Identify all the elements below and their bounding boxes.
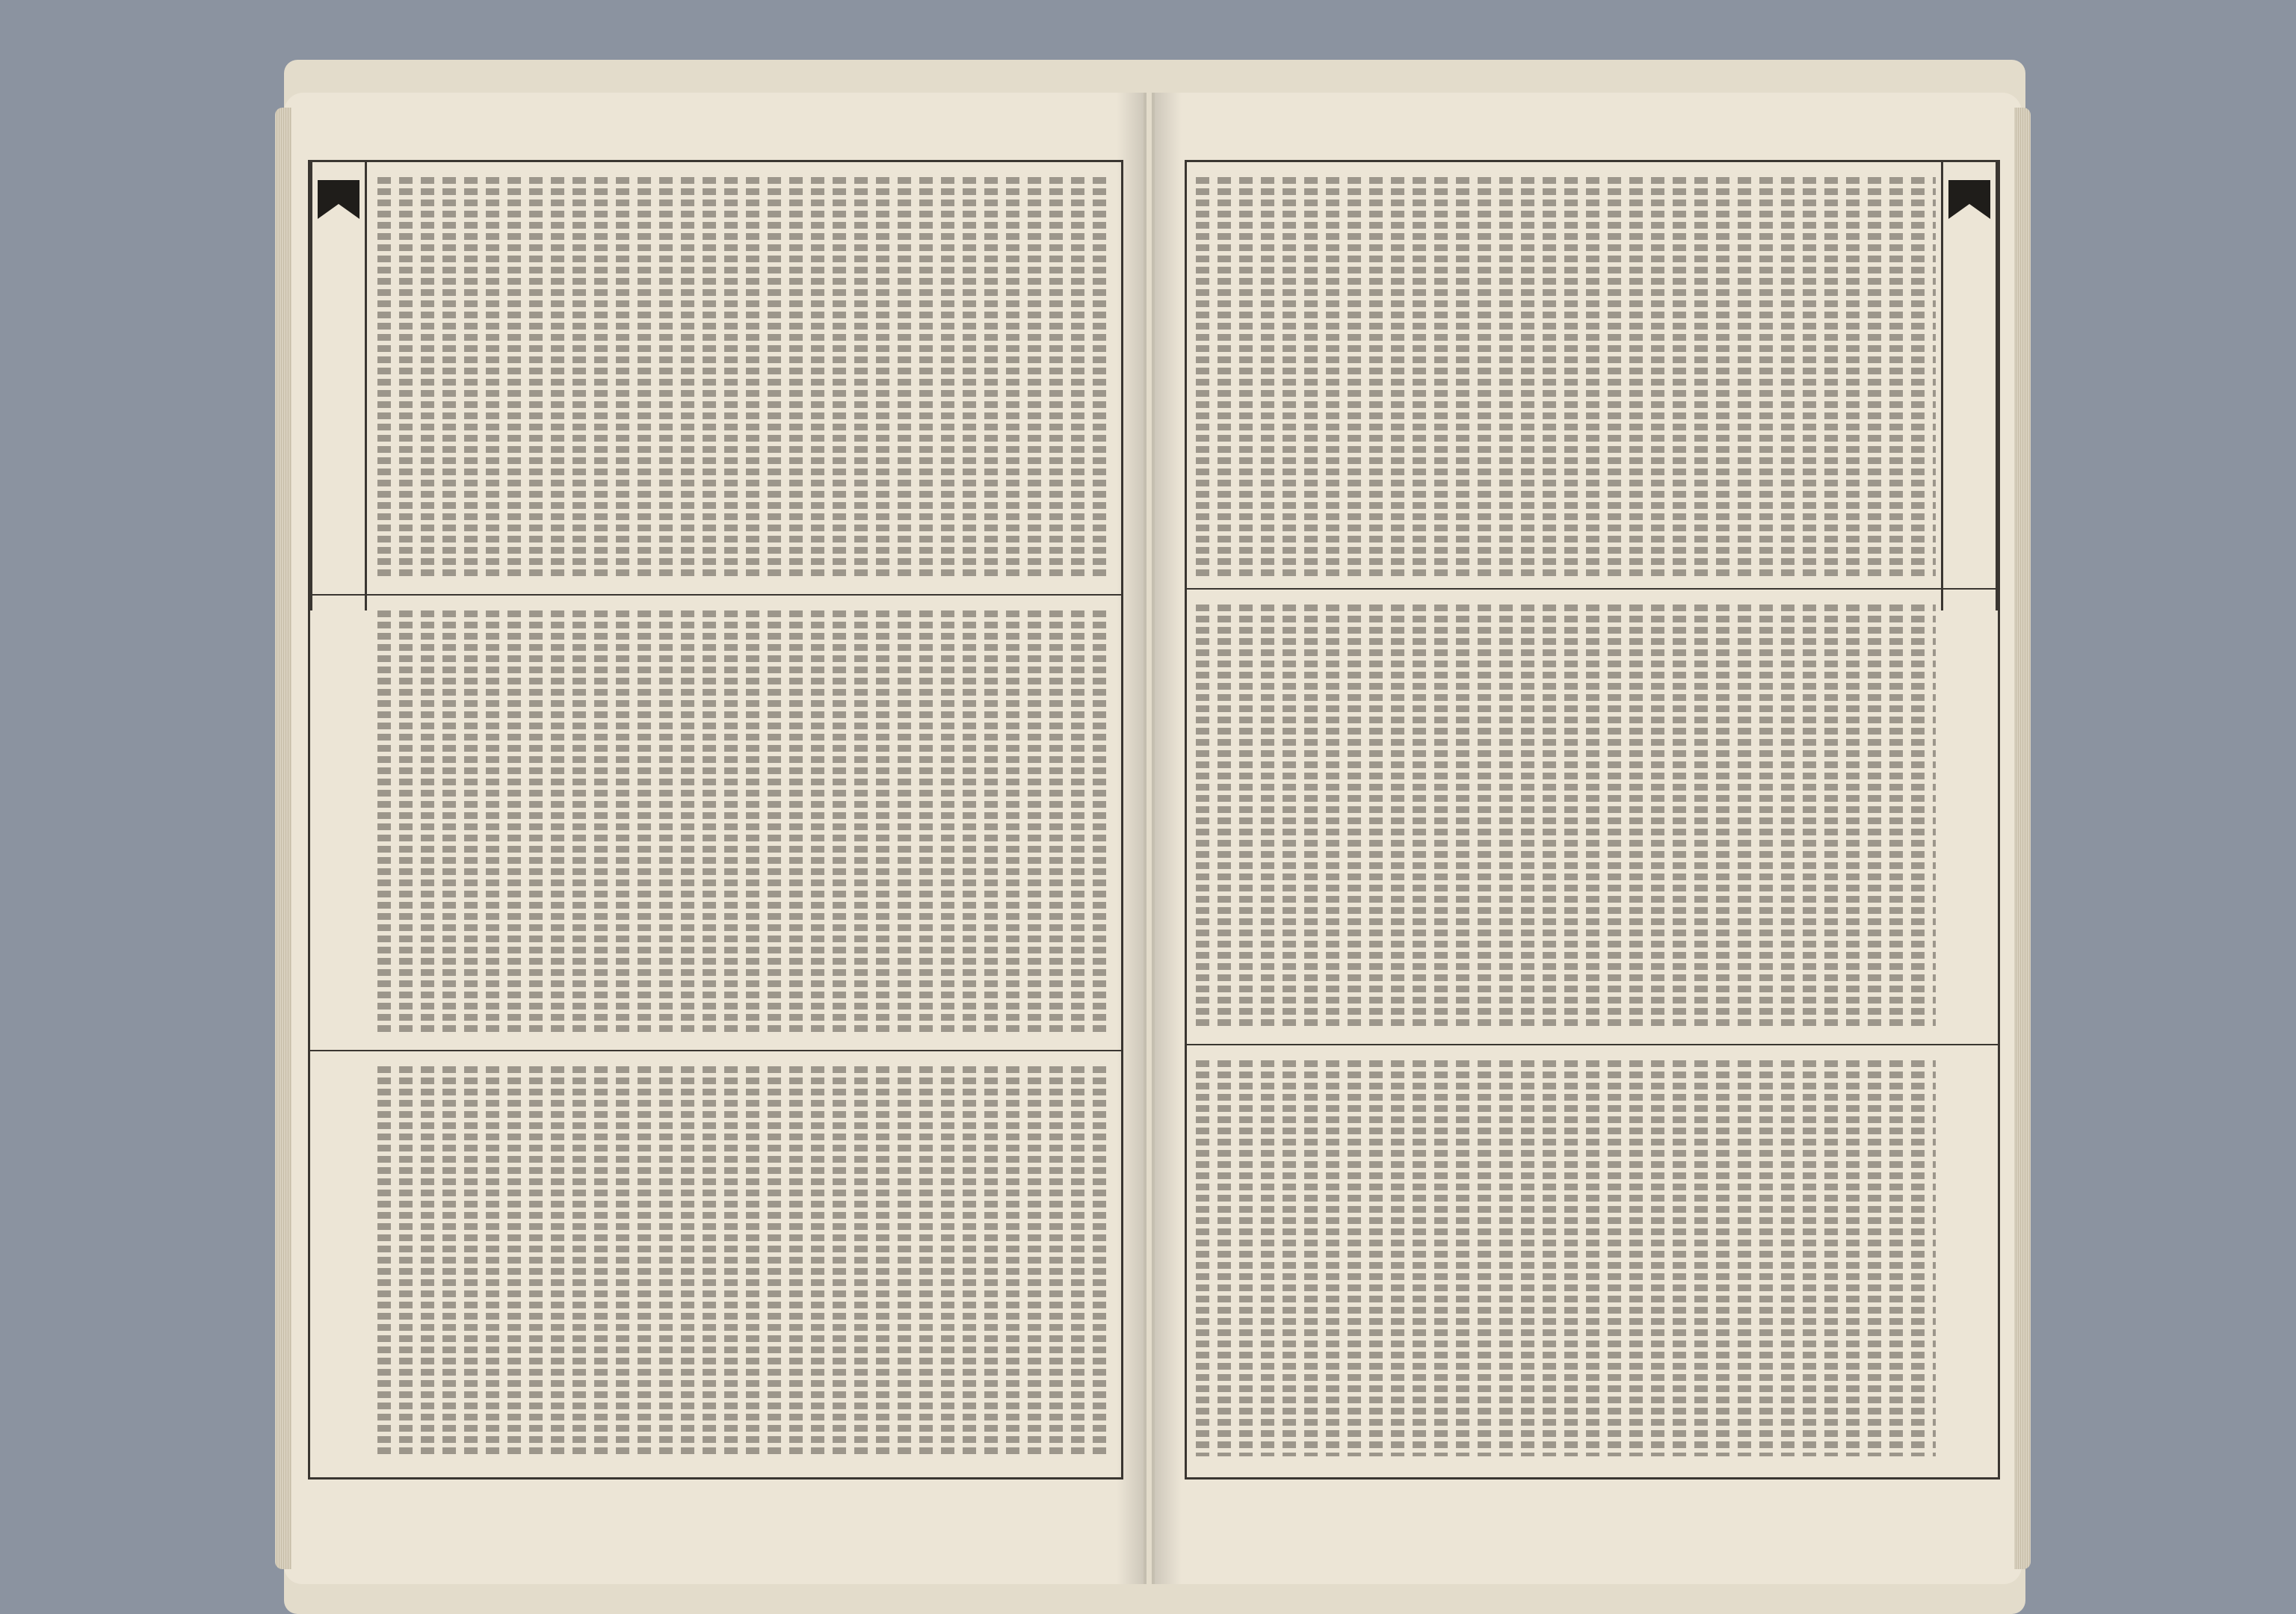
left-page-edges [275, 108, 291, 1569]
right-page-edges [2014, 108, 2031, 1569]
right-text-register-middle [1196, 605, 1936, 1030]
register-divider-2 [310, 1050, 1121, 1051]
register-divider-1 [310, 594, 1121, 596]
left-banner [310, 162, 367, 610]
register-divider-2 [1187, 1044, 1998, 1045]
right-page [1155, 93, 2022, 1584]
left-page [284, 93, 1144, 1584]
right-text-frame [1185, 160, 2000, 1480]
left-text-frame [308, 160, 1123, 1480]
right-banner [1941, 162, 1998, 610]
fish-tail-icon [316, 179, 361, 220]
left-text-register-middle [377, 610, 1110, 1036]
left-text-register-top [377, 177, 1110, 581]
left-text-register-bottom [377, 1066, 1110, 1455]
open-book [284, 60, 2025, 1614]
register-divider-1 [1187, 588, 1998, 590]
fish-tail-icon [1947, 179, 1992, 220]
right-text-register-bottom [1196, 1060, 1936, 1456]
right-text-register-top [1196, 177, 1936, 577]
